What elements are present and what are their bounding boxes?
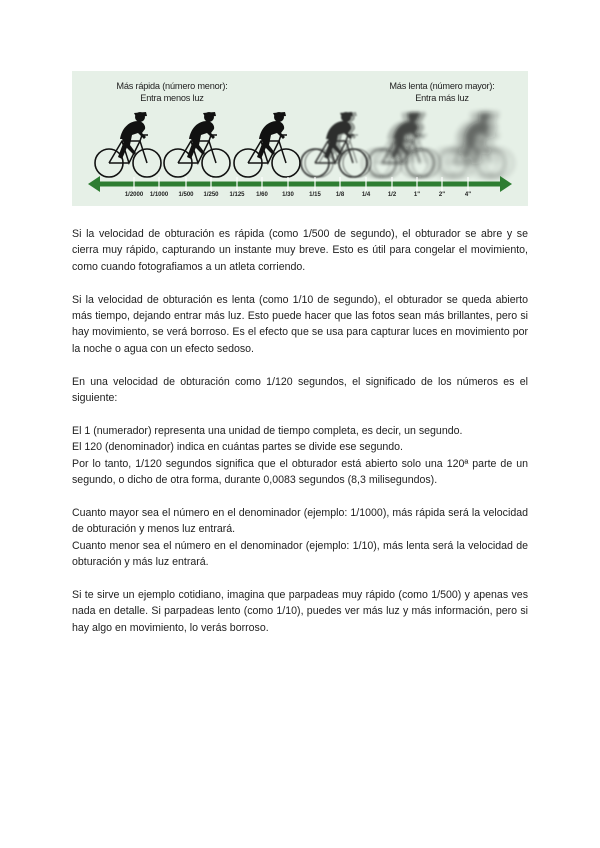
higher-denominator-line: Cuanto mayor sea el número en el denominador (ejemplo: 1/1000), más rápida será la velocidad de obturación y menos luz entrará.: [72, 506, 528, 536]
closing-paragraph: Si te sirve un ejemplo cotidiano, imagina que parpadeas muy rápido (como 1/500) y apenas ves nada en detalle. Si parpadeas lento (como 1/10), puedes ver más luz y más información, pero si hay algo en movimiento, lo verás borroso.: [72, 588, 528, 634]
cyclist-4: [301, 112, 371, 177]
shutter-speed-figure: [72, 71, 528, 206]
lower-denominator-line: Cuanto menor sea el número en el denominador (ejemplo: 1/10), más lenta será la velocidad de obturación y más luz entrará.: [72, 539, 528, 569]
numerator-line: El 1 (numerador) representa una unidad de tiempo completa, es decir, un segundo.: [72, 424, 463, 437]
speed-label: 2": [438, 192, 446, 198]
caption-slower: [372, 80, 512, 104]
speed-arrow: [88, 176, 512, 192]
speed-label: 1/1000: [149, 192, 169, 198]
caption-slower-line-1: Más lenta (número mayor):: [389, 81, 495, 91]
paragraph-slow-shutter: Si la velocidad de obturación es lenta (como 1/10 de segundo), el obturador se queda abierto más tiempo, dejando entrar más luz. Esto puede hacer que las fotos sean más brillantes, pero si hay movimiento, se verá borroso. Es el efecto que se usa para capturar luces en movimiento por la noche o agua con un efecto sedoso.: [72, 293, 528, 355]
cyclist-6: [431, 112, 513, 177]
speed-label: 1/500: [178, 192, 194, 198]
paragraph-numbers-intro: En una velocidad de obturación como 1/120 segundos, el significado de los números es el siguiente:: [72, 375, 528, 405]
speed-label: 1/2000: [124, 192, 144, 198]
paragraph-fast-shutter: Si la velocidad de obturación es rápida (como 1/500 de segundo), el obturador se abre y se cierra muy rápido, capturando un instante muy breve. Esto es útil para congelar el movimiento, como cuando fotografiamos a un atleta corriendo.: [72, 228, 528, 273]
speed-label: 1/250: [203, 192, 219, 198]
denominator-line: El 120 (denominador) indica en cuántas partes se divide ese segundo.: [72, 441, 403, 454]
speed-label: 1/4: [361, 192, 371, 198]
caption-faster: [102, 80, 242, 104]
cyclist-5: [362, 112, 440, 177]
cyclist-2: [164, 112, 230, 177]
speed-label: 1/60: [256, 192, 268, 198]
caption-faster-line-2: Entra menos luz: [140, 93, 204, 103]
body-text: [72, 226, 528, 652]
caption-faster-line-1: Más rápida (número menor):: [116, 81, 228, 91]
cyclist-1: [95, 112, 161, 177]
speed-label: 4": [464, 192, 472, 198]
speed-label: 1/8: [335, 192, 345, 198]
speed-label: 1/125: [229, 192, 245, 198]
caption-slower-line-2: Entra más luz: [415, 93, 469, 103]
speed-label: 1": [413, 192, 421, 198]
speed-label: 1/30: [282, 192, 294, 198]
speed-label: 1/15: [309, 192, 321, 198]
cyclist-3: [234, 112, 300, 177]
conclusion-paragraph: Por lo tanto, 1/120 segundos significa que el obturador está abierto solo una 120ª parte de un segundo, o dicho de otra forma, durante 0,0083 segundos (8,3 milisegundos).: [72, 457, 528, 487]
speed-label: 1/2: [387, 192, 397, 198]
